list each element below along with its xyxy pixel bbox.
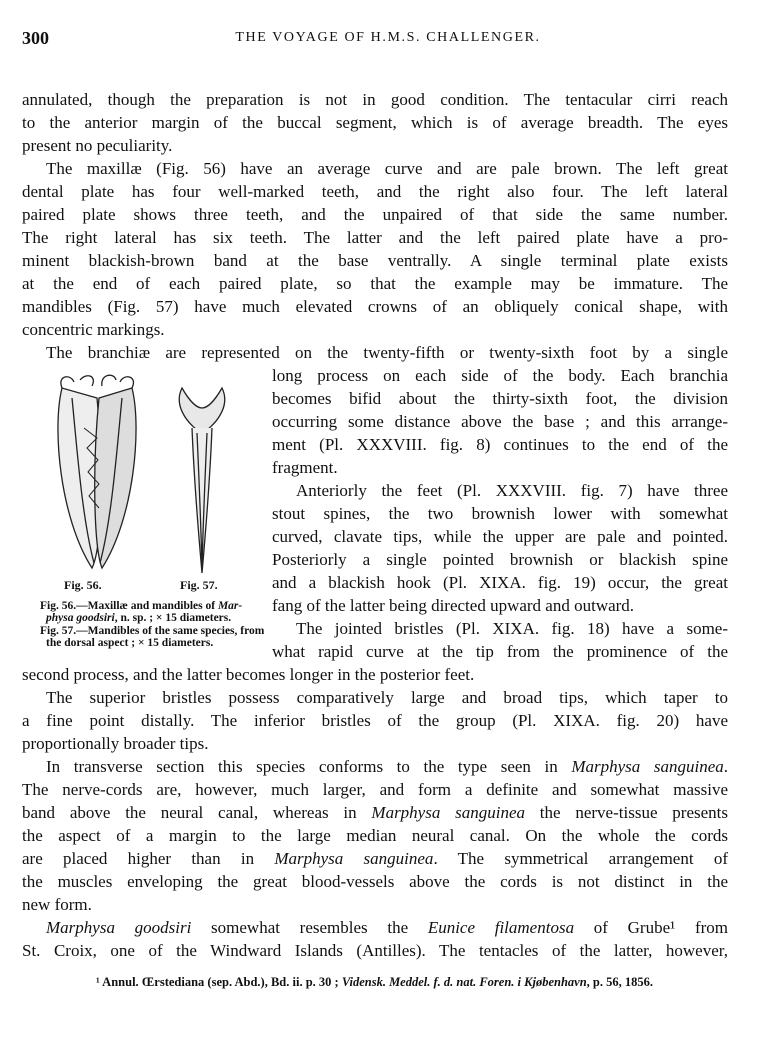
text-run: stout spines, the two brownish lower with somewhat xyxy=(272,504,728,523)
italic-text: Marphysa sanguinea xyxy=(274,849,434,868)
italic-text: Marphysa sanguinea xyxy=(571,757,724,776)
text-run: concentric markings. xyxy=(22,320,165,339)
text-run: annulated, though the preparation is not in good condition. The tentacular cirri reach xyxy=(22,90,728,109)
text-line xyxy=(272,548,728,571)
text-line xyxy=(272,364,728,387)
text-run: . The symmetrical arrangement of xyxy=(433,849,728,868)
text-line xyxy=(22,249,728,272)
text-run: present no peculiarity. xyxy=(22,136,173,155)
text-run: The branchiæ are represented on the twenty-fifth or twenty-sixth foot by a single xyxy=(46,343,728,362)
text-run: a fine point distally. The inferior bristles of the group (Pl. XIXA. fig. 20) have xyxy=(22,711,728,730)
text-line xyxy=(22,939,728,962)
text-line xyxy=(46,341,728,364)
text-run: proportionally broader tips. xyxy=(22,734,209,753)
text-run: to the anterior margin of the buccal segment, which is of average breadth. The eyes xyxy=(22,113,728,132)
text-line xyxy=(22,847,728,870)
footnote-text: ¹ Annul. Œrstediana (sep. Abd.), Bd. ii. p. 30 ; xyxy=(96,975,342,989)
text-run: mandibles (Fig. 57) have much elevated crowns of an obliquely conical shape, with xyxy=(22,297,728,316)
text-line xyxy=(22,778,728,801)
text-run: minent blackish-brown band at the base ventrally. A single terminal plate exists xyxy=(22,251,728,270)
text-line xyxy=(272,410,728,433)
text-line xyxy=(272,594,728,617)
text-line xyxy=(22,111,728,134)
caption-text: the dorsal aspect ; × 15 diameters. xyxy=(46,637,214,649)
text-line xyxy=(46,755,728,778)
text-run: ment (Pl. XXXVIII. fig. 8) continues to the end of the xyxy=(272,435,728,454)
text-run: curved, clavate tips, while the upper are pale and pointed. xyxy=(272,527,728,546)
text-run: new form. xyxy=(22,895,92,914)
text-line xyxy=(22,709,728,732)
text-run: band above the neural canal, whereas in xyxy=(22,803,372,822)
text-run: The superior bristles possess comparatively large and broad tips, which taper to xyxy=(46,688,728,707)
text-line xyxy=(22,801,728,824)
text-line xyxy=(22,226,728,249)
text-line xyxy=(22,732,728,755)
text-line xyxy=(22,824,728,847)
fig-56-label: Fig. 56. xyxy=(64,578,102,592)
text-line xyxy=(22,180,728,203)
text-line xyxy=(272,387,728,410)
text-line xyxy=(272,571,728,594)
text-line xyxy=(272,640,728,663)
fig-57-label: Fig. 57. xyxy=(180,578,218,592)
text-line xyxy=(22,663,728,686)
text-run: Anteriorly the feet (Pl. XXXVIII. fig. 7) have three xyxy=(296,481,728,500)
footnote-italic: Vidensk. Meddel. f. d. nat. Foren. i Kjøbenhavn xyxy=(341,975,587,989)
text-line xyxy=(22,134,728,157)
text-line xyxy=(272,456,728,479)
text-run: the muscles enveloping the great blood-vessels above the cords is not distinct in the xyxy=(22,872,728,891)
text-line xyxy=(22,203,728,226)
text-line xyxy=(22,318,728,341)
text-run: the nerve-tissue presents xyxy=(525,803,728,822)
caption-italic: Mar- xyxy=(217,600,243,612)
footnote xyxy=(96,975,653,990)
text-line xyxy=(296,617,728,640)
italic-text: Eunice filamentosa xyxy=(427,918,575,937)
caption-text: Fig. 57.—Mandibles of the same species, from xyxy=(40,625,265,637)
text-run: fragment. xyxy=(272,458,338,477)
text-run: Posteriorly a single pointed brownish or blackish spine xyxy=(272,550,728,569)
text-line xyxy=(46,916,728,939)
text-run: somewhat resembles the xyxy=(191,918,428,937)
text-run: The maxillæ (Fig. 56) have an average curve and are pale brown. The left great xyxy=(46,159,728,178)
text-run: of Grube¹ from xyxy=(574,918,728,937)
text-line xyxy=(22,870,728,893)
figure-56-57-illustration xyxy=(42,368,268,588)
text-run: The nerve-cords are, however, much larger, and form a definite and somewhat massive xyxy=(22,780,728,799)
text-run: long process on each side of the body. Each branchia xyxy=(272,366,728,385)
caption-italic: physa goodsiri xyxy=(46,612,115,624)
text-line xyxy=(22,272,728,295)
caption-text: , n. sp. ; × 15 diameters. xyxy=(114,612,232,624)
mandibles-drawing xyxy=(179,388,224,573)
text-run: occurring some distance above the base ; and this arrange- xyxy=(272,412,728,431)
text-line xyxy=(46,157,728,180)
text-line xyxy=(22,88,728,111)
page-number: 300 xyxy=(22,28,49,48)
text-line xyxy=(22,295,728,318)
text-run: paired plate shows three teeth, and the unpaired of that side the same number. xyxy=(22,205,728,224)
maxillae-drawing xyxy=(58,375,136,568)
text-line xyxy=(272,433,728,456)
text-line xyxy=(46,686,728,709)
text-run: and a blackish hook (Pl. XIXA. fig. 19) occur, the great xyxy=(272,573,728,592)
caption-text: Fig. 56.—Maxillæ and mandibles of xyxy=(40,600,218,612)
text-run: The right lateral has six teeth. The latter and the left paired plate have a pro- xyxy=(22,228,728,247)
running-title: THE VOYAGE OF H.M.S. CHALLENGER. xyxy=(235,30,541,45)
text-run: dental plate has four well-marked teeth, and the right also four. The left lateral xyxy=(22,182,728,201)
text-line xyxy=(272,502,728,525)
text-run: The jointed bristles (Pl. XIXA. fig. 18) have a some- xyxy=(296,619,728,638)
text-run: are placed higher than in xyxy=(22,849,275,868)
text-run: the aspect of a margin to the large median neural canal. On the whole the cords xyxy=(22,826,728,845)
caption-fig-56 xyxy=(40,600,272,624)
text-line xyxy=(22,893,728,916)
caption-fig-57 xyxy=(40,625,272,649)
text-run: what rapid curve at the tip from the prominence of the xyxy=(272,642,728,661)
text-line xyxy=(296,479,728,502)
footnote-text: , p. 56, 1856. xyxy=(586,975,653,989)
text-line xyxy=(272,525,728,548)
text-run: at the end of each paired plate, so that the example may be immature. The xyxy=(22,274,728,293)
text-run: St. Croix, one of the Windward Islands (Antilles). The tentacles of the latter, however, xyxy=(22,941,728,960)
italic-text: Marphysa sanguinea xyxy=(371,803,526,822)
text-run: becomes bifid about the thirty-sixth foot, the division xyxy=(272,389,728,408)
text-run: fang of the latter being directed upward and outward. xyxy=(272,596,635,615)
text-run: . xyxy=(723,757,728,776)
text-run: In transverse section this species conforms to the type seen in xyxy=(46,757,572,776)
italic-text: Marphysa goodsiri xyxy=(46,918,192,937)
text-run: second process, and the latter becomes longer in the posterior feet. xyxy=(22,665,475,684)
